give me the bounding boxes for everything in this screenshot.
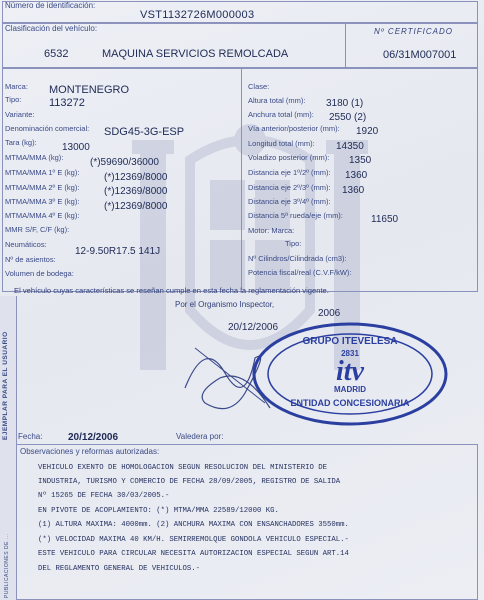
field-voladizo-value: 1350 (349, 155, 372, 166)
field-mma-axle1-value: (*)12369/8000 (104, 172, 168, 183)
field-eje12-label: Distancia eje 1º/2º (mm): (248, 168, 331, 177)
certificate-value: 06/31M007001 (383, 49, 457, 61)
field-motor-label: Motor: Marca: (248, 226, 295, 235)
field-quinta-rueda-label: Distancia 5ª rueda/eje (mm): (248, 211, 343, 220)
field-tara-value: 13000 (62, 142, 90, 153)
inspection-date: 20/12/2006 (228, 322, 279, 333)
observation-line: EN PIVOTE DE ACOPLAMIENTO: (*) MTMA/MMA 22589/12000 KG. (38, 507, 279, 515)
fecha-label: Fecha: (18, 432, 43, 441)
field-mma-axle4-label: MTMA/MMA 4º E (kg): (5, 211, 80, 220)
field-tipo-value: 113272 (49, 97, 85, 109)
field-neumaticos-label: Neumáticos: (5, 240, 47, 249)
field-marca-label: Marca: (5, 82, 28, 91)
observations-label: Observaciones y reformas autorizadas: (20, 447, 160, 456)
inspection-year: 2006 (318, 308, 341, 319)
observation-line: VEHICULO EXENTO DE HOMOLOGACION SEGUN RESOLUCION DEL MINISTERIO DE (38, 464, 328, 472)
field-mma-axle3-label: MTMA/MMA 3º E (kg): (5, 197, 80, 206)
field-mma-value: (*)59690/36000 (90, 157, 159, 168)
side-label: EJEMPLAR PARA EL USUARIO (2, 331, 9, 440)
field-via-value: 1920 (356, 126, 379, 137)
classification-desc: MAQUINA SERVICIOS REMOLCADA (102, 48, 289, 60)
field-clase-label: Clase: (248, 82, 270, 91)
observation-line: (1) ALTURA MAXIMA: 4000mm. (2) ANCHURA MAXIMA CON ENSANCHADORES 3550mm. (38, 521, 349, 529)
stamp-bottom: ENTIDAD CONCESIONARIA (290, 398, 410, 408)
field-tipo-label: Tipo: (5, 95, 22, 104)
field-quinta-rueda-value: 11650 (371, 214, 399, 225)
field-cilindros-label: Nº Cilindros/Cilindrada (cm3): (248, 254, 347, 263)
stamp-city: MADRID (334, 385, 366, 394)
observation-line: Nº 15265 DE FECHA 30/03/2005.- (38, 492, 170, 500)
field-motor-tipo-label: Tipo: (285, 239, 302, 248)
inspector-label: Por el Organismo Inspector, (175, 300, 275, 309)
stamp-line2: 2831 (341, 349, 359, 358)
field-anchura-label: Anchura total (mm): (248, 110, 314, 119)
field-variante-label: Variante: (5, 110, 35, 119)
field-eje12-value: 1360 (345, 170, 368, 181)
field-neumaticos-value: 12-9.50R17.5 141J (75, 246, 161, 257)
field-voladizo-label: Voladizo posterior (mm): (248, 153, 330, 162)
field-longitud-label: Longitud total (mm): (248, 139, 315, 148)
field-tara-label: Tara (kg): (5, 138, 37, 147)
itv-stamp (250, 318, 450, 428)
observation-line: DEL REGLAMENTO GENERAL DE VEHICULOS.- (38, 565, 201, 573)
field-eje34-label: Distancia eje 3º/4º (mm): (248, 197, 331, 206)
field-via-label: Vía anterior/posterior (mm): (248, 124, 340, 133)
field-eje23-label: Distancia eje 2º/3º (mm): (248, 183, 331, 192)
field-mma-axle1-label: MTMA/MMA 1º E (kg): (5, 168, 80, 177)
field-longitud-value: 14350 (336, 141, 364, 152)
field-mma-axle2-label: MTMA/MMA 2º E (kg): (5, 183, 80, 192)
observation-line: INDUSTRIA, TURISMO Y COMERCIO DE FECHA 28/09/2005, REGISTRO DE SALIDA (38, 478, 341, 486)
field-mma-label: MTMA/MMA (kg): (5, 153, 64, 162)
field-asientos-label: Nº de asientos: (5, 255, 56, 264)
classification-label: Clasificación del vehículo: (5, 24, 98, 33)
observation-line: ESTE VEHICULO PARA CIRCULAR NECESITA AUTORIZACION ESPECIAL SEGUN ART.14 (38, 550, 349, 558)
field-bodega-label: Volumen de bodega: (5, 269, 74, 278)
ident-value: VST1132726M000003 (140, 9, 255, 21)
field-altura-label: Altura total (mm): (248, 96, 306, 105)
field-altura-value: 3180 (1) (326, 98, 364, 109)
valedera-label: Valedera por: (176, 432, 224, 441)
field-mma-axle2-value: (*)12369/8000 (104, 186, 168, 197)
stamp-logo: itv (336, 356, 364, 387)
stamp-line1: GRUPO ITEVELESA (302, 336, 398, 347)
field-anchura-value: 2550 (2) (329, 112, 367, 123)
field-potencia-label: Potencia fiscal/real (C.V.F/kW): (248, 268, 352, 277)
observation-line: (*) VELOCIDAD MAXIMA 40 KM/H. SEMIRREMOLQUE GONDOLA VEHICULO ESPECIAL.- (38, 536, 349, 544)
conformity-statement: El vehículo cuyas características se reseñan cumple en esta fecha la reglamentación vigente. (14, 286, 329, 295)
field-eje23-value: 1360 (342, 185, 365, 196)
side-small-label: PUBLICACIONES DE ... (4, 533, 10, 598)
field-mma-axle3-value: (*)12369/8000 (104, 201, 168, 212)
field-mmr-label: MMR S/F, C/F (kg): (5, 225, 70, 234)
fecha-value: 20/12/2006 (68, 432, 119, 443)
classification-code: 6532 (44, 48, 69, 60)
field-marca-value: MONTENEGRO (49, 84, 130, 96)
ident-label: Número de identificación: (5, 1, 96, 10)
field-denominacion-label: Denominación comercial: (5, 124, 90, 133)
field-denominacion-value: SDG45-3G-ESP (104, 126, 185, 138)
certificate-label: Nº CERTIFICADO (374, 27, 453, 36)
